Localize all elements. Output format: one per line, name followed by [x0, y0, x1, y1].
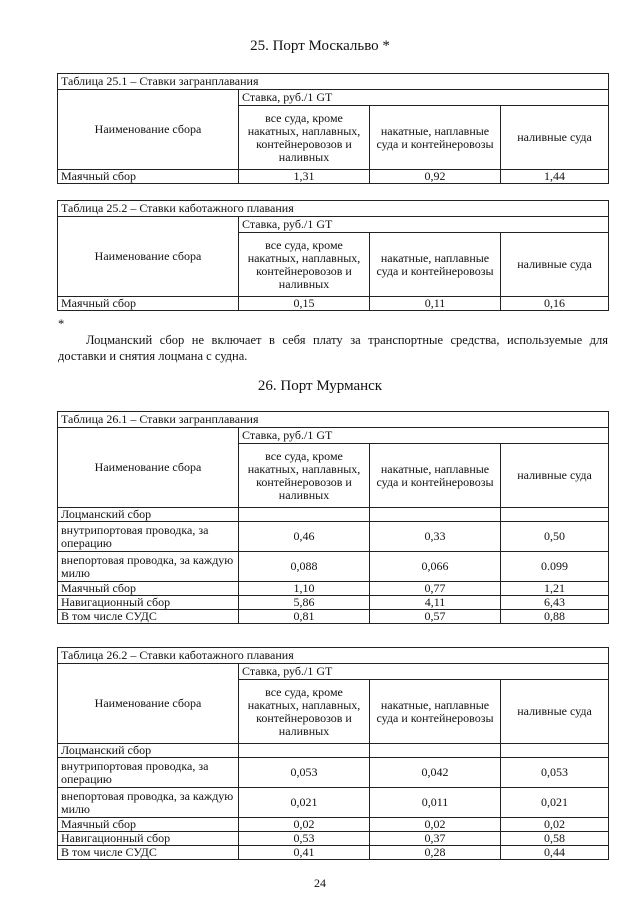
table-26-1 — [57, 411, 609, 624]
row-label: Маячный сбор — [58, 582, 239, 596]
cell-value: 0,33 — [370, 522, 501, 552]
table-row — [58, 582, 609, 596]
column-header-tankers: наливные суда — [501, 444, 609, 508]
cell-value: 0,88 — [501, 610, 609, 624]
cell-value: 0,53 — [239, 832, 370, 846]
table-row — [58, 552, 609, 582]
cell-value: 0,16 — [501, 297, 609, 311]
cell-value: 0,46 — [239, 522, 370, 552]
cell-value: 0,44 — [501, 846, 609, 860]
table-row — [58, 596, 609, 610]
row-label: внепортовая проводка, за каждую милю — [58, 788, 239, 818]
row-label: Маячный сбор — [58, 170, 239, 184]
rate-header: Ставка, руб./1 GT — [239, 217, 609, 233]
table-caption: Таблица 26.1 – Ставки загранплавания — [58, 412, 609, 428]
rate-header: Ставка, руб./1 GT — [239, 428, 609, 444]
cell-value: 5,86 — [239, 596, 370, 610]
cell-value: 0,02 — [239, 818, 370, 832]
cell-value — [239, 744, 370, 758]
cell-value: 0,02 — [501, 818, 609, 832]
table-caption: Таблица 26.2 – Ставки каботажного плавания — [58, 648, 609, 664]
cell-value — [501, 508, 609, 522]
cell-value: 0,15 — [239, 297, 370, 311]
cell-value — [239, 508, 370, 522]
cell-value: 0,042 — [370, 758, 501, 788]
cell-value: 6,43 — [501, 596, 609, 610]
row-label: Навигационный сбор — [58, 832, 239, 846]
cell-value: 0,02 — [370, 818, 501, 832]
row-label: Лоцманский сбор — [58, 508, 239, 522]
row-label: В том числе СУДС — [58, 610, 239, 624]
cell-value — [501, 744, 609, 758]
table-row — [58, 818, 609, 832]
cell-value: 0,77 — [370, 582, 501, 596]
column-header-all-vessels: все суда, кроме накатных, наплавных, контейнеровозов и наливных — [239, 444, 370, 508]
cell-value: 1,21 — [501, 582, 609, 596]
cell-value: 0,58 — [501, 832, 609, 846]
cell-value: 1,44 — [501, 170, 609, 184]
cell-value: 0,57 — [370, 610, 501, 624]
cell-value: 0,37 — [370, 832, 501, 846]
column-header-roro: накатные, наплавные суда и контейнеровозы — [370, 444, 501, 508]
cell-value — [370, 744, 501, 758]
table-row — [58, 522, 609, 552]
table-26-2 — [57, 647, 609, 860]
name-column-header: Наименование сбора — [58, 664, 239, 744]
cell-value: 0,50 — [501, 522, 609, 552]
table-25-1 — [57, 73, 609, 184]
column-header-roro: накатные, наплавные суда и контейнеровозы — [370, 233, 501, 297]
table-row — [58, 832, 609, 846]
row-label: внутрипортовая проводка, за операцию — [58, 522, 239, 552]
footnote-text: Лоцманский сбор не включает в себя плату за транспортные средства, используемые для доставки и снятия лоцмана с судна. — [58, 333, 608, 363]
table-caption: Таблица 25.1 – Ставки загранплавания — [58, 74, 609, 90]
table-row — [58, 297, 609, 311]
table-caption: Таблица 25.2 – Ставки каботажного плавания — [58, 201, 609, 217]
cell-value: 1,10 — [239, 582, 370, 596]
table-row — [58, 758, 609, 788]
cell-value: 0,11 — [370, 297, 501, 311]
column-header-all-vessels: все суда, кроме накатных, наплавных, контейнеровозов и наливных — [239, 106, 370, 170]
column-header-tankers: наливные суда — [501, 233, 609, 297]
footnote-mark: * — [58, 317, 65, 331]
row-label: внутрипортовая проводка, за операцию — [58, 758, 239, 788]
name-column-header: Наименование сбора — [58, 217, 239, 297]
column-header-roro: накатные, наплавные суда и контейнеровозы — [370, 106, 501, 170]
column-header-all-vessels: все суда, кроме накатных, наплавных, контейнеровозов и наливных — [239, 233, 370, 297]
cell-value: 0,81 — [239, 610, 370, 624]
table-row — [58, 170, 609, 184]
cell-value: 0,021 — [239, 788, 370, 818]
cell-value: 0,41 — [239, 846, 370, 860]
row-label: Навигационный сбор — [58, 596, 239, 610]
rate-header: Ставка, руб./1 GT — [239, 90, 609, 106]
cell-value: 0,021 — [501, 788, 609, 818]
table-row — [58, 744, 609, 758]
table-row — [58, 846, 609, 860]
cell-value — [370, 508, 501, 522]
cell-value: 4,11 — [370, 596, 501, 610]
table-25-2 — [57, 200, 609, 311]
table-row — [58, 508, 609, 522]
cell-value: 0,066 — [370, 552, 501, 582]
table-row — [58, 610, 609, 624]
cell-value: 0,053 — [501, 758, 609, 788]
cell-value: 0,088 — [239, 552, 370, 582]
cell-value: 0,011 — [370, 788, 501, 818]
row-label: В том числе СУДС — [58, 846, 239, 860]
row-label: Лоцманский сбор — [58, 744, 239, 758]
column-header-tankers: наливные суда — [501, 680, 609, 744]
rate-header: Ставка, руб./1 GT — [239, 664, 609, 680]
cell-value: 0,053 — [239, 758, 370, 788]
name-column-header: Наименование сбора — [58, 428, 239, 508]
row-label: Маячный сбор — [58, 818, 239, 832]
column-header-roro: накатные, наплавные суда и контейнеровозы — [370, 680, 501, 744]
cell-value: 0,28 — [370, 846, 501, 860]
column-header-all-vessels: все суда, кроме накатных, наплавных, контейнеровозов и наливных — [239, 680, 370, 744]
cell-value: 0,92 — [370, 170, 501, 184]
cell-value: 0.099 — [501, 552, 609, 582]
cell-value: 1,31 — [239, 170, 370, 184]
name-column-header: Наименование сбора — [58, 90, 239, 170]
page-number: 24 — [314, 876, 326, 890]
section-heading-26: 26. Порт Мурманск — [257, 378, 383, 394]
row-label: Маячный сбор — [58, 297, 239, 311]
row-label: внепортовая проводка, за каждую милю — [58, 552, 239, 582]
table-row — [58, 788, 609, 818]
section-heading-25: 25. Порт Москальво * — [250, 38, 390, 54]
column-header-tankers: наливные суда — [501, 106, 609, 170]
